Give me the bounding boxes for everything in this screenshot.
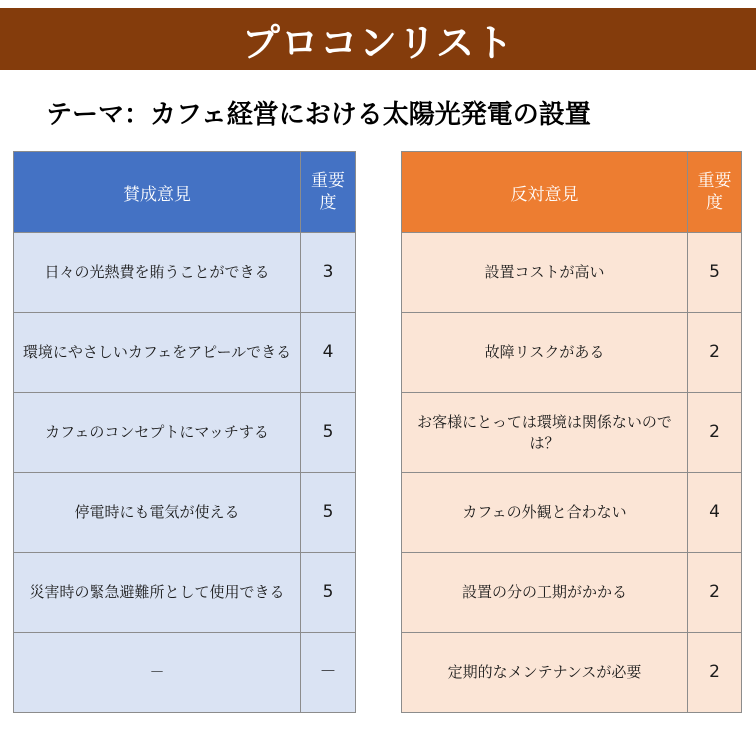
cons-importance: 2 bbox=[688, 633, 742, 713]
pros-row bbox=[14, 313, 356, 393]
pros-importance: － bbox=[301, 633, 356, 713]
cons-row bbox=[402, 393, 742, 473]
cons-row bbox=[402, 473, 742, 553]
cons-importance-header: 重要度 bbox=[688, 152, 742, 233]
cons-row bbox=[402, 633, 742, 713]
cons-importance: 5 bbox=[688, 233, 742, 313]
cons-importance: 2 bbox=[688, 553, 742, 633]
pros-row bbox=[14, 473, 356, 553]
cons-opinion: お客様にとっては環境は関係ないのでは？ bbox=[402, 393, 688, 473]
cons-opinion: 定期的なメンテナンスが必要 bbox=[402, 633, 688, 713]
pros-importance: 5 bbox=[301, 553, 356, 633]
cons-header: 反対意見 bbox=[402, 152, 688, 233]
cons-header-row bbox=[402, 152, 742, 233]
pros-table bbox=[13, 151, 356, 713]
cons-opinion: 設置の分の工期がかかる bbox=[402, 553, 688, 633]
cons-table bbox=[401, 151, 742, 713]
pros-opinion: カフェのコンセプトにマッチする bbox=[14, 393, 301, 473]
pros-importance: 5 bbox=[301, 393, 356, 473]
page-title: プロコンリスト bbox=[241, 20, 515, 65]
cons-opinion: 設置コストが高い bbox=[402, 233, 688, 313]
pros-opinion: 環境にやさしいカフェをアピールできる bbox=[14, 313, 301, 393]
pros-row bbox=[14, 393, 356, 473]
title-banner bbox=[0, 8, 756, 70]
cons-opinion: カフェの外観と合わない bbox=[402, 473, 688, 553]
cons-row bbox=[402, 233, 742, 313]
pros-header-row bbox=[14, 152, 356, 233]
pros-row bbox=[14, 233, 356, 313]
cons-importance: 2 bbox=[688, 393, 742, 473]
cons-opinion: 故障リスクがある bbox=[402, 313, 688, 393]
theme-heading: テーマ：カフェ経営における太陽光発電の設置 bbox=[46, 100, 591, 130]
cons-importance: 2 bbox=[688, 313, 742, 393]
pros-row bbox=[14, 553, 356, 633]
cons-row bbox=[402, 313, 742, 393]
pros-importance: 4 bbox=[301, 313, 356, 393]
cons-row bbox=[402, 553, 742, 633]
pros-importance: 3 bbox=[301, 233, 356, 313]
pros-opinion: 日々の光熱費を賄うことができる bbox=[14, 233, 301, 313]
pros-importance-header: 重要度 bbox=[301, 152, 356, 233]
pros-opinion: － bbox=[14, 633, 301, 713]
pros-row bbox=[14, 633, 356, 713]
pros-header: 賛成意見 bbox=[14, 152, 301, 233]
pros-opinion: 停電時にも電気が使える bbox=[14, 473, 301, 553]
pros-importance: 5 bbox=[301, 473, 356, 553]
cons-importance: 4 bbox=[688, 473, 742, 553]
pros-opinion: 災害時の緊急避難所として使用できる bbox=[14, 553, 301, 633]
